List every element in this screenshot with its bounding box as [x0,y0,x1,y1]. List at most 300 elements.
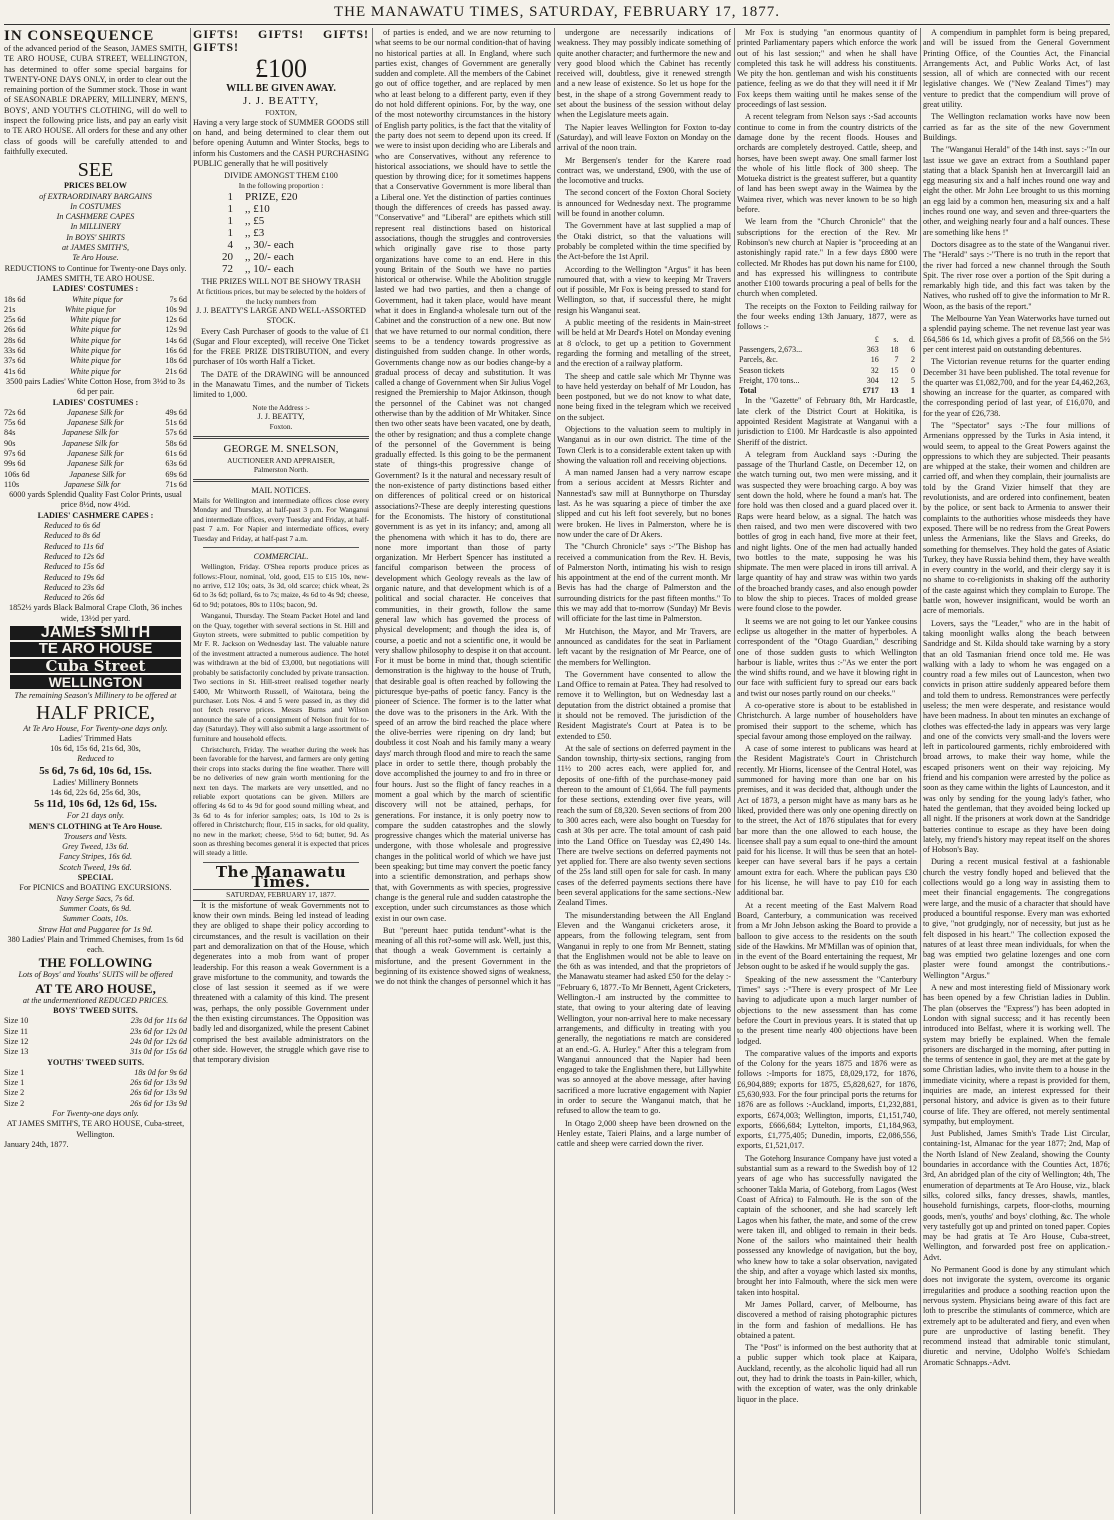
column-rule [734,28,735,1514]
receipts-row [737,345,917,355]
price-row: Reduced to 19s 6d [44,572,105,582]
news-paragraph: In the "Gazette" of February 8th, Mr Hardcastle, late clerk of the District Court at Hokitika, is appointed Resident Magistrate at Wanganui with a jurisdiction to £100. Mr Hardcastle is also appointed Sheriff of the district. [737,396,917,447]
price-row [4,428,187,438]
prize-count: 20 [222,250,233,263]
ad-heading: LADIES' CASHMERE CAPES : [37,510,154,520]
price-row: Reduced to 15s 6d [44,562,105,572]
nameplate: The Manawatu Times. [215,862,347,892]
ad-text: 14s 6d, 22s 6d, 25s 6d, 30s, [50,788,141,797]
price-list [4,408,187,490]
ad-text: Reduced to [77,754,114,764]
dateline: SATURDAY, FEBRUARY 17, 1877. [193,889,369,900]
news-paragraph: It seems we are not going to let our Yankee cousins eclipse us altogether in the matter of hyperboles. A correspondent of the "Otago Guardian," describing one of those sudden gusts to which Wellington harbour is liable, writes thus :-"As we enter the port the wind shifts round, and we have it blowing right in our face with sufficient fury to spread our ears back and twist our noses partly round on our cheeks." [737,616,917,698]
news-paragraph: The Government have consented to allow the Land Office to remain at Patea. They had resolved to remove it to Wellington, but on Wednesday last a deputation from the district obtained a promise that it should not be removed. The jurisdiction of the Resident Magistrate's Court at Patea is to be extended to £50. [557,669,731,741]
receipts-row [737,376,917,386]
receipts-cell: 12 [890,375,899,385]
price-cell: 57s 6d [165,428,187,438]
news-paragraph: A telegram from Auckland says :-During the passage of the Thurland Castle, on December 12, on the watch turning out, two men were missing, and it was suspected they were broaching cargo. A boy was sent down the hold, where he found a man's hat. The fore hold was then closed and a guard placed over it. Raps were heard below, as a signal. The hatch was then raised, and two men were discovered with two bottles of grog in each hand, five more at their feet, and night lights. One of the men had actually handed two bottles to the mate, supposing he was his shipmate. The men were placed in irons till arrival. A large quantity of hay and straw was within two yards of the broached brandy cases, and also enough powder to blow the ship to pieces. Traces of molded grease were found close to the powder. [737,449,917,614]
bargain-item: at JAMES SMITH'S, [61,243,129,253]
prize-row [193,215,369,227]
price-row: Scotch Tweed, 19s 6d. [59,862,132,872]
price-row [4,439,187,449]
ad-text: The remaining Season's Millinery to be offered at [14,691,177,701]
price-cell: Size 12 [4,1036,29,1046]
price-cell: 26s 6d for 13s 9d [130,1088,187,1098]
news-paragraph: The "Spectator" says :-The four millions of Armenians oppressed by the Turks in Asia intend, it would seem, to appeal to the Great Powers against the oppressions to which they are subjected. Their peasants are whipped at the stake, their women and children are carried off, and when they complain, their journalists are told by the Grand Vizier himself that they are revolutionists, and are ordered into confinement, beaten by the police, or sent back to Armenia to answer their complaints to the authorities whose misdeeds they have exposed. There will be no redress from the Great Powers unless the Armenians, like the Slavs and Greeks, do something for themselves. They hold the gates of Asiatic Turkey, they have Russia behind them, they have wealth in every country in the world, and their clergy say it is no shame to co-religionists in shaking off the authority of the caste against which they complain to Europe. The battle won, however insignificant, would be worth an acre of memorials. [923,420,1110,616]
ad-heading: LADIES' COSTUMES : [52,397,139,407]
receipts-cell: 363 [866,344,879,354]
price-cell: 69s 6d [165,469,187,479]
price-cell: 18s 0d for 9s 6d [134,1067,187,1077]
price-cell: 28s 6d [4,335,26,345]
receipts-row [737,366,917,376]
news-paragraph: The Melbourne Yan Yean Waterworks have turned out a splendid paying scheme. The net revenue last year was £64,586 6s 1d, which gives a profit of £8,566 on the 5½ per cent interest paid on outstanding debentures. [923,314,1110,354]
ad-text: Lots of Boys' and Youths' SUITS will be offered [18,970,173,980]
ad-heading: SPECIAL [77,873,114,883]
price-cell: 51s 6d [165,418,187,428]
ad-text: At fictitious prices, but may be selected by the holders of the lucky numbers from [196,287,366,306]
receipts-cell: Total [739,386,757,396]
banner: Cuba Street [10,659,181,673]
banner: JAMES SMITH [10,626,181,640]
price-cell: White pique for [70,325,121,335]
price-cell: 37s 6d [4,356,26,366]
prize-count: 1 [227,190,233,203]
price-cell: White pique for [72,294,124,304]
news-paragraph: The "Wanganui Herald" of the 14th inst. says :-"In our last issue we gave an extract from a Southland paper stating that a black Spanish hen at Invercargill laid an egg measuring six and a half inches round one way and eight the other. Mr John Lee brought to us this morning an egg laid by a common hen, measuring six and a half inches round one way, and seven and three-quarters the other, and weighing nearly four and a half ounces. These are something like hens !" [923,145,1110,237]
price-row [4,325,187,335]
price-cell: 26s 6d for 13s 9d [130,1098,187,1108]
price-row [4,1088,187,1098]
receipts-cell: 32 [870,365,879,375]
leader-text: It is the misfortune of weak Governments not to know their own minds. Being led instead of leading they are obliged to shape their policy according to circumstances, and the result is vacillation on their part and demoralization on that of the House, which degenerates into a mob from want of proper leadership. For this reason a weak Government is a grave misfortune to the community, and towards the close of last session it seemed as if we were threatened with a calamity of this kind. The present was, perhaps, the only possible Government under the then existing circumstances. The Opposition was badly led and disorganized, while the present Cabinet comprised the best available administrators on the other side. However, the struggle which gave rise to that temporary division [193,900,369,1065]
ad-text: For 21 days only. [66,811,125,821]
prize-row [193,227,369,239]
receipts-row [737,386,917,396]
ad-prices: 5s 11d, 10s 6d, 12s 6d, 15s. [34,798,157,811]
receipts-cell: s. [893,334,899,344]
bargain-item: In CASHMERE CAPES [56,212,135,222]
ad-heading: BOYS' TWEED SUITS. [53,1006,138,1016]
ad-heading: WILL BE GIVEN AWAY. [226,83,336,94]
price-row [4,367,187,377]
price-list [4,894,187,935]
price-cell: White pique for [70,346,121,356]
column-6-news [923,28,1110,1514]
price-cell: 21s 6d [165,366,187,376]
price-row: Reduced to 12s 6d [44,551,105,561]
news-paragraph: A recent telegram from Nelson says :-Sad accounts continue to come in from the country districts of the damage done by the recent floods. Houses and orchards are completely destroyed. Cattle, sheep, and horses, have been swept away. One small farmer lost the whole of his little flock of 300 sheep. The Motueka district is the greatest sufferer, but a quantity of land has been swept away in the Waimea by the Waimea river, which was never known to be so high before. [737,112,917,215]
ad-text: DIVIDE AMONGST THEM £100 [224,171,338,181]
news-paragraph: The comparative values of the imports and exports of the Colony for the years 1875 and 1876 were as follows :-Imports for 1875, £8,029,172, for 1876, £6,904,889; exports for 1875, £5,828,627, for 1876, £5,630,933. For the four principal ports the returns for 1876 are as follows :-Auckland, imports, £1,232,881, exports, £674,003; Wellington, imports, £1,151,740, exports, £666,684; Lyttelton, imports, £1,184,963, exports, £1,775,405; Dunedin, imports, £2,086,556, exports, £1,521,017. [737,1048,917,1151]
price-row: Summer Coats, 10s. [62,914,129,924]
receipts-cell: Parcels, &c. [739,355,778,365]
receipts-cell: d. [909,334,915,344]
price-cell: White pique for [70,315,121,325]
ad-text: 380 Ladies' Plain and Trimmed Chemises, from 1s 6d each. [7,934,184,955]
prize-value: ,, 20/- each [245,250,294,263]
news-paragraph: In Otago 2,000 sheep have been drowned on the Henley estate, Taieri Plains, and a large number of cattle and sheep were carried down the river. [557,1118,731,1149]
price-row [4,418,187,428]
price-list [4,1068,187,1109]
banner: WELLINGTON [10,675,181,689]
ad-text: Note the Address :- [252,402,310,412]
ad-name: J. J. BEATTY, [242,95,320,108]
bargain-item: In MILLINERY [70,222,121,232]
prize-row [193,263,369,275]
ad-text: Every Cash Purchaser of goods to the value of £1 (Sugar and Flour excepted), will receive One Ticket for the FREE PRIZE DISTRIBUTION, and every purchaser of 10s worth Half a Ticket. [193,326,369,367]
price-cell: Size 13 [4,1047,29,1057]
ad-address: JAMES SMITH, TE ARO HOUSE. [36,273,155,283]
price-row: Straw Hat and Puggaree for 1s 9d. [38,924,153,934]
ad-text: 1852½ yards Black Balmoral Crape Cloth, 36 inches wide, 13½d per yard. [8,603,183,623]
price-cell: Japanese Silk for [62,428,119,438]
mail-text: Mails for Wellington and intermediate offices close every Monday and Thursday, at half-past 3 p.m. For Wanganui and intermediate offices, every Tuesday and Friday, at half-past 7 a.m. For Napier and intermediate offices, every Tuesday and Friday, at half-past 7 a.m. [193,495,369,543]
news-paragraph: We learn from the "Church Chronicle" that the subscriptions for the erection of the Rev. Mr Robinson's new church at Napier is "proceeding at an astonishingly rapid rate." In a few days £800 were collected. Mr Rhodes has put down his name for £100, and has expressed his willingness to contribute another £100 towards procuring a peal of bells for the church when completed. [737,217,917,299]
news-paragraph: Lovers, says the "Leader," who are in the habit of taking moonlight walks along the beach between Sandridge and St. Kilda should take warning by a story that an old Tasmanian friend once told me. He was walking with a lady to whom he was engaged on a country road a few miles out of Launceston, when two convicts in prison attire suddenly appeared before them and told them to undress. Remonstrances were perfectly useless; the men were desperate, and resistance would have been madness. In about ten minutes an exchange of clothes was effected-the lady in appears was very large and one of the convicts very small-and the lovers were left in particoloured garments, richly embroidered with broad arrows, to make their way home, while the escaped prisoners went on their way rejoicing. My friend and his companion were arrested by the police as soon as they came within the lights of Launceston, and it was only by sending for the young lady's father, who hated the gentleman, that they avoided being locked up all night. If the prisoners at work down at the Sandridge batteries continue to escape as they have been doing lately, my friend's history may repeat itself on the shores of Hobson's Bay. [923,618,1110,855]
ad-name: J. J. BEATTY, [257,412,305,422]
receipts-row [737,335,917,345]
ad-text: AUCTIONEER AND APPRAISER, [227,455,335,465]
price-row [4,1068,187,1078]
price-cell: 12s 6d [165,315,187,325]
price-row [4,480,187,490]
commercial-text: Wanganui, Thursday. The Steam Packet Hotel and land on the Quay, together with several sections in St. Hill and Guyton streets, were submitted to public competition by Mr F. R. Jackson on Wednesday last. The valuable nature of the investment attracted a numerous audience. The hotel was withdrawn at the bid of £3,000, but negotiations will probably be satisfactorily concluded by private transaction. Two sections in St. Hill-street realised together nearly £400, Mr Whitworth Russell, of Waitotara, being the purchaser. Lots Nos. 4 and 5 were passed in, as they did not fetch reserve prices. Messrs Burns and Wilson announce the sale of a consignment of Nelson fruit for to-day (Saturday). They will also submit a large assortment of furniture and household effects. [193,611,369,743]
prize-row [193,203,369,215]
price-cell: 16s 6d [165,346,187,356]
receipts-cell: 16 [870,355,879,365]
price-cell: 41s 6d [4,366,26,376]
column-1-ads [4,28,187,1514]
news-paragraph: Just Published, James Smith's Trade List Circular, containing-1st, Almanac for the year 1877; 2nd, Map of the North Island of New Zealand, showing the County boundaries in accordance with the Counties Act, 1876; 3rd, An abridged plan of the city of Wellington; 4th, The enumeration of departments at Te Aro House, viz., black silks, colored silks, fancy dresses, shawls, mantles, household furnishings, carpets, floor-cloths, mourning goods, men's, youths' and boys' clothing, &c. The whole very tastefully got up and printed on toned paper. Copies may be had gratis at Te Aro House, Cuba-street, Wellington, and forwarded post free on application.-Advt. [923,1129,1110,1262]
ad-heading: THE PRIZES WILL NOT BE SHOWY TRASH [201,276,361,286]
news-paragraph: Mr Bergensen's tender for the Karere road contract was, we understand, £900, with the use of the locomotive and trucks. [557,155,731,186]
price-cell: 110s [4,479,20,489]
news-paragraph: Doctors disagree as to the state of the Wanganui river. The "Herald" says :-"There is no truth in the report that the river had forced a new channel through the South Spit. The river rose over a portion of the Spit during a remarkably high tide, and this fact was taken by the Natives, who rushed off to give the information to Mr R. Woon, as the basis of the report." [923,239,1110,311]
price-cell: 24s 0d for 12s 6d [130,1036,187,1046]
receipts-cell [737,335,848,345]
ad-text: 6000 yards Splendid Quality Fast Color Prints, usual price 8½d, now 4½d. [9,490,182,510]
news-paragraph: A co-operative store is about to be established in Christchurch. A large number of householders have promised their support to the scheme, which has special favour among those employed on the railway. [737,701,917,741]
news-paragraph: The Government have at last supplied a map of the Otaki district, so that the valuations will probably be completed within the time specified by the Act-before the 1st April. [557,221,731,262]
price-cell: 61s 6d [165,448,187,458]
price-cell: 31s 0d for 15s 6d [130,1047,187,1057]
column-4-news [557,28,731,1514]
prize-count: 1 [227,214,233,227]
news-paragraph: A new and most interesting field of Missionary work has been opened by a few Christian ladies in Dublin. The plan (observes the "Express") has been adopted in London with signal success; and it has recently been introduced into Belfast, where it is working well. The system may briefly be explained. When the female prisoners are discharged in the morning, after putting in the terms of sentence in gaol, they are met at the gate by some Christian ladies, who invite them to a house in the immediate vicinity, where a repast is provided for them, inquiries are made, an interest expressed for their personal history, and advice is given as to their future course of life. They are offered, not merely sentimental sympathy, but employment. [923,983,1110,1126]
receipts-cell: £ [874,334,879,344]
prize-value: PRIZE, £20 [245,190,298,203]
receipts-row [737,355,917,365]
news-paragraph: The second concert of the Foxton Choral Society is announced for Wednesday next. The programme will be found in another column. [557,188,731,219]
price-list [4,1016,187,1057]
news-paragraph: The Victorian revenue returns for the quarter ending December 31 have been published. The total revenue for the quarter was £1,082,700, and for the year £4,462,263, showing an increase for the quarter, as compared with the corresponding period of last year, of £16,070, and for the year of £26,738. [923,357,1110,418]
price-cell: White pique for [70,356,121,366]
price-row [4,459,187,469]
bargain-item: In BOYS' SHIRTS [66,232,125,242]
receipts-cell: 1 [911,386,915,396]
price-cell: 33s 6d [4,346,26,356]
news-paragraph: Mr James Pollard, carver, of Melbourne, has discovered a method of raising photographic pictures in the form and fashion of medallions. He has obtained a patent. [737,1299,917,1340]
prize-value: ,, 30/- each [245,238,294,251]
price-cell: 18s 6d [165,356,187,366]
ad-text: REDUCTIONS to Continue for Twenty-one Days only. [4,263,187,273]
ad-text: Having a very large stock of SUMMER GOODS still on hand, and being determined to clear them out before opening Autumn and Winter Stocks, begs to inform his Customers and the CASH PURCHASING PUBLIC generally that he will positively [193,117,369,168]
news-paragraph: Mr Fox is studying "an enormous quantity of printed Parliamentary papers which enforce the work out of his last session;" and when he shall have completed this task he will address his constituents. We pity the hon. gentleman and wish his constituents patience, feeling as we do that they will need it if Mr Fox keeps them waiting until he makes sense of the proceedings of last session. [737,28,917,110]
ad-text: Ladies' Millinery Bonnets [52,777,139,787]
price-row [4,408,187,418]
ad-name: GEORGE M. SNELSON, [223,442,339,455]
news-paragraph: The receipts on the Foxton to Feilding railway for the four weeks ending 13th January, 1877, were as follows :- [737,301,917,332]
price-row [4,470,187,480]
price-cell: 99s 6d [4,459,26,469]
news-paragraph: A man named Jansen had a very narrow escape from a serious accident at Messrs Richter and Nannestad's saw mill at Bunnythorpe on Thursday last. As he was squaring a piece of timber the axe slipped and cut his left foot severely, but no bones were broken. He lives in Palmerston, where he is now under the care of Dr Akers. [557,468,731,539]
ad-text: The DATE of the DRAWING will be announced in the Manawatu Times, and the number of Tickets limited to 1,000. [193,369,369,400]
price-cell: Japanese Silk for [67,459,124,469]
price-cell: Japanese Silk for [64,479,121,489]
ad-signature: AT JAMES SMITH'S, TE ARO HOUSE, Cuba-street, Wellington. [6,1119,185,1139]
ad-heading: YOUTHS' TWEED SUITS. [47,1057,144,1067]
prize-count: 4 [227,238,233,251]
price-cell: 7s 6d [169,294,187,304]
news-paragraph: During a recent musical festival at a fashionable church the vestry fondly hoped and believed that the collections would go a long way in assisting them to meet their financial engagements. The congregations were large, and the music of a character that should have produced a bountiful response. Every man was exhorted to give, "not grudgingly, nor of necessity, but just as he felt disposed in his heart." The collection exposed the natures of at least three mean individuals, for when the bag was emptied two gelatine lozenges and one corn plaster were found amongst the contributions.-Wellington "Argus." [923,857,1110,980]
news-paragraph: The Gotehorg Insurance Company have just voted a substantial sum as a reward to the Swedish boy of 12 years of age who has successfully navigated the schooner Takla Maria, of Goteborg, from Lagos (West Coast of Africa) to Falmouth. He is the son of the captain of the schooner, and she had scarcely left Lagos when his father, the mate, and some of the crew were taken ill, and obliged to remain in their beds. None of the sailors who maintained their health possessed any knowledge of navigation, but the boy, who knew how to take a solar observation, navigated the ship, and after a voyage which lasted six months, brought her into Falmouth, where the sick men were taken into hospital. [737,1153,917,1297]
prize-value: ,, 10/- each [245,262,294,275]
news-items [737,28,917,333]
price-cell: 14s 6d [165,335,187,345]
ad-heading: PRICES BELOW [63,181,127,191]
price-cell: 23s 0d for 11s 6d [130,1016,187,1026]
price-row: Reduced to 6s 6d [44,521,101,531]
news-items [737,396,917,1405]
divider [193,479,369,482]
price-cell: 26s 6d for 13s 9d [130,1078,187,1088]
price-cell: 12s 9d [165,325,187,335]
bargain-list [4,192,187,264]
price-cell: Size 1 [4,1078,25,1088]
divider [203,547,359,548]
bargain-item: Te Aro House. [72,253,119,263]
price-row: Reduced to 8s 6d [44,531,101,541]
ad-heading: J. J. BEATTY'S LARGE AND WELL-ASSORTED STOCK. [196,306,366,326]
price-cell: Size 1 [4,1067,25,1077]
news-paragraph: The Napier leaves Wellington for Foxton to-day (Saturday), and will leave Foxton on Monday on the arrival of the noon train. [557,122,731,153]
price-cell: 23s 6d for 12s 0d [130,1026,187,1036]
ad-heading: HALF PRICE, [36,701,155,724]
section-heading: COMMERCIAL. [253,551,309,561]
bargain-item: of EXTRAORDINARY BARGAINS [39,191,152,201]
price-cell: 63s 6d [165,459,187,469]
price-row [4,336,187,346]
receipts-cell: 6 [911,344,915,354]
news-paragraph: The "Church Chronicle" says :-"The Bishop has received a communication from the Rev. H. Bevis, of Palmerston North, intimating his wish to resign his appointment at the end of the current month. Mr Bevis has had the charge of Palmerston and the surrounding districts for the past fifteen months." To this we may add that to-morrow (Sunday) Mr Bevis will officiate for the last time in Palmerston. [557,542,731,624]
bargain-item: In COSTUMES [70,201,121,211]
receipts-cell: Season tickets [739,365,785,375]
ad-text: For Twenty-one days only. [52,1109,139,1119]
ad-text: In the following proportion : [238,181,324,191]
prize-count: 1 [227,226,233,239]
prize-row [193,251,369,263]
news-paragraph: undergone are necessarily indications of weakness. They may possibly indicate something of quite another character; and furthermore the new and very good blood which the Cabinet has recently received will, doubtless, give it renewed strength and a new lease of existence. So let us hope for the best, in the shape of a strong Government ready to set about the business of the session without delay when the Legislature meets again. [557,28,731,120]
divider [193,436,369,439]
news-paragraph: Mr Hutchison, the Mayor, and Mr Travers, are announced as candidates for the seat in Parliament left vacant by the resignation of Mr Pearce, one of the members for Wellington. [557,626,731,667]
ad-heading: MEN'S CLOTHING at Te Aro House. [28,821,163,831]
column-rule [554,28,555,1514]
section-heading: MAIL NOTICES. [251,485,311,495]
prize-count: 72 [222,262,233,275]
price-cell: 90s [4,438,16,448]
receipts-table [737,335,917,397]
receipts-cell: 5 [911,375,915,385]
price-cell: 72s 6d [4,407,26,417]
news-paragraph: Objections to the valuation seem to multiply in Wanganui as in our own district. The time of the Town Clerk is to a considerable extent taken up with showing the valuation roll and receiving objections. [557,424,731,465]
price-cell: 106s 6d [4,469,30,479]
banner: TE ARO HOUSE [10,642,181,656]
masthead-rule [4,24,1110,25]
column-rule [920,28,921,1514]
ad-heading: IN CONSEQUENCE [4,28,155,44]
price-cell: 18s 6d [4,294,26,304]
news-paragraph: But "pereunt haec putida tendunt"-what is the meaning of all this rot?-some will ask. Well, just this, that though a weak Government is certainly a misfortune, and the present Government in the beginning of its existence showed signs of weakness, we do not think the changes of personnel which it has [375,925,551,987]
news-paragraph: No Permanent Good is done by any stimulant which does not invigorate the system, overcome its organic irregularities and produce a soothing reaction upon the nervous system. Physicians being aware of this fact are loth to prescribe the stimulants of commerce, which are extremely apt to be adulterated and fiery, and even when pure are unproductive of lasting benefit. They recommend instead that admirable tonic stimulant, diuretic and nervine, Udolpho Wolfe's Schiedam Aromatic Schnapps.-Advt. [923,1265,1110,1367]
commercial-text: Christchurch, Friday. The weather during the week has been favorable for the harvest, and farmers are only getting their crops into stacks during the fine weather. There will be no deliveries of new grain worth mentioning for the next ten days. The markets are very unsettled, and no reliable export quotations can be given. Millers are offering 4s 6d to 4s 9d for good sound milling wheat, and 3s 6d to 4s for inferior samples; oats, 1s 10d to 2s is offered in Christchurch; flour, £15 in sacks, for old quality, no new in the market; cheese, 5½d to 6d; butter, 9d. As soon as threshing becomes general it is expected that prices will steady a little. [193,744,369,858]
ad-heading: THE FOLLOWING [38,955,153,971]
ad-text: of the advanced period of the Season, JAMES SMITH, TE ARO HOUSE, CUBA STREET, WELLINGTON, has determined to offer some special bargains for TWENTY-ONE DAYS ONLY, in order to clear out the remaining portion of the Summer stock. Those in want of SEASONABLE DRAPERY, MILLINERY, MEN'S, BOYS', AND YOUTH'S CLOTHING, will do well to inspect the following price lists, and pay an early visit to TE ARO HOUSE. All orders for these and any other class of goods will be carefully attended to and faithfully executed. [4,44,187,156]
ad-heading: LADIES' COSTUMES : [52,284,139,294]
news-paragraph: The "Post" is informed on the best authority that at a public supper which took place at Kaipara, Auckland, recently, as the alcoholic liquid had all run out, they had to drink the toasts in Pain-killer, which, with the exception of water, was the only drinkable liquor in the place. [737,1343,917,1404]
ad-text: At Te Aro House, For Twenty-one days only. [23,723,168,733]
price-cell: 71s 6d [165,479,187,489]
price-row [4,305,187,315]
price-row: Reduced to 11s 6d [44,541,104,551]
price-cell: White pique for [70,366,121,376]
price-row [4,346,187,356]
price-cell: Size 2 [4,1098,25,1108]
prize-value: ,, £3 [245,226,265,239]
ad-text: 3500 pairs Ladies' White Cotton Hose, from 3½d to 3s 6d per pair. [6,376,185,397]
ad-date: January 24th, 1877. [4,1139,69,1149]
column-2 [193,28,369,1514]
news-paragraph: According to the Wellington "Argus" it has been rumoured that, with a view to keeping Mr Travers out if possible, Mr Fox is being pressed to stand for Wellington, so that, if successful there, he might resign his Wanganui seat. [557,264,731,315]
ad-prices: 5s 6d, 7s 6d, 10s 6d, 15s. [39,764,152,777]
news-paragraph: At the sale of sections on deferred payment in the Sandon township, thirty-six sections, ranging from 11½ to 200 acres each, were applied for, and deposits of one-fifth of the purchase-money paid thereon to the amount of £1,664. The full payments for these sections, extending over five years, will reach the sum of £8,320. Seven sections of from 200 to 300 acres each, were also bought on Tuesday for cash at 30s per acre. The total amount of cash paid into the Land Office on Tuesday was £2,490 14s. There are twelve sections on deferred payments not yet applied for. There are also twenty seven sections of the 25s land still open for sale for cash. In many cases of the deferred payments sections there have been several applications for the same sections.-New Zealand Times. [557,743,731,908]
column-rule [190,28,191,1514]
price-list [4,832,187,873]
price-list [4,521,187,603]
receipts-cell: 15 [890,365,899,375]
ad-heading: AT TE ARO HOUSE, [35,980,156,996]
column-5-news [737,28,917,1514]
receipts-cell: 18 [890,344,899,354]
price-row: Grey Tweed, 13s 6d. [62,842,129,852]
price-cell: 58s 6d [165,438,187,448]
price-cell: 75s 6d [4,418,26,428]
price-row: Trousers and Vests. [63,831,128,841]
ad-town: Palmerston North. [253,465,309,475]
price-cell: 84s [4,428,16,438]
price-cell: Size 2 [4,1088,25,1098]
price-cell: 97s 6d [4,448,26,458]
price-cell: Japanese Silk for [67,418,124,428]
price-cell: Japanese Silk for [62,438,119,448]
receipts-cell: Passengers, 2,673... [739,344,803,354]
price-cell: White pique for [64,304,116,314]
price-row [4,1047,187,1057]
price-row [4,449,187,459]
price-row [4,1078,187,1088]
price-cell: Japanese Silk for [67,407,124,417]
prize-value: ,, £5 [245,214,265,227]
price-cell: 21s [4,304,16,314]
prize-list [193,191,369,275]
news-paragraph: A compendium in pamphlet form is being prepared, and will be issued from the General Government Printing Office, of the Counties Act, the Financial Arrangements Act, and Public Works Act, of last session, all of which are connected with our recent legislative changes. We ("New Zealand Times") may venture to predict that the compendium will prove of great utility. [923,28,1110,110]
price-cell: Japanese Silk for [67,448,124,458]
receipts-cell: 304 [866,375,879,385]
receipts-cell: 2 [911,355,915,365]
price-row: Reduced to 26s 6d [44,593,105,603]
price-cell: 10s 9d [165,304,187,314]
receipts-cell: 7 [894,355,899,365]
price-row [4,1027,187,1037]
prize-value: ,, £10 [245,202,270,215]
price-row: Reduced to 23s 6d [44,582,105,592]
ad-town: FOXTON, [265,108,297,118]
news-paragraph: The sheep and cattle sale which Mr Thynne was to have held yesterday on behalf of Mr Loudon, has been postponed, but we do not know to what date, none being fixed in the telegram which we received on the subject. [557,371,731,422]
price-row [4,315,187,325]
ad-text: Ladies' Trimmed Hats [59,733,132,743]
price-cell: Size 10 [4,1016,29,1026]
price-row [4,295,187,305]
price-row [4,1037,187,1047]
ad-amount: £100 [255,54,307,83]
price-row: Summer Coats, 6s 9d. [59,903,132,913]
receipts-cell: 13 [890,386,899,396]
ad-heading: GIFTS! GIFTS! GIFTS! GIFTS! [193,28,369,54]
price-cell: Size 11 [4,1026,29,1036]
news-paragraph: A case of some interest to publicans was heard at the Resident Magistrate's Court in Christchurch recently. Mr Hiorns, licensee of the Central Hotel, was summoned for having more than one bar on his premises, and it was decided that, although under the Act of 1873, a person might have as many bars as he liked, provided there was only one opening directly on to the street, the Act of 1876 stipulates that for every bar more than the one allowed to each house, the licensee shall pay a sum equal to one-third the amount paid for his license. It will thus be seen that an hotel-keeper can have several bars if he pays a certain amount extra for each. Where the publican pays £30 for his license, he will have to pay £10 for each additional bar. [737,744,917,898]
price-row: Navy Serge Sacs, 7s 6d. [56,893,135,903]
masthead: THE MANAWATU TIMES, SATURDAY, FEBRUARY 17, 1877. [333,4,780,20]
receipts-cell: 0 [911,365,915,375]
price-cell: 25s 6d [4,315,26,325]
receipts-cell: £717 [862,386,879,396]
news-paragraph: A public meeting of the residents in Main-street will be held at Mr Deard's Hotel on Monday evening at 8 o'clock, to get up a petition to Government regarding the forming and metalling of the street, and the erection of a railway platform. [557,318,731,369]
price-row [4,1099,187,1109]
price-row [4,1016,187,1026]
news-paragraph: The Wellington reclamation works have now been carried as far as the site of the new Government Buildings. [923,112,1110,142]
news-paragraph: The misunderstanding between the All England Eleven and the Wanganui cricketers arose, it appears, from the following telegram, sent from Wanganui in reply to one from Mr Bennett, stating that the Englishmen would not be able to leave on the 6th as was intended, and that the proprietors of the Manawatu steamer had asked £50 for the delay :-"February 6, 1877.-To Mr Bennett, Agent Cricketers, Wellington.-I am instructed by the committee to state, that owing to your altering date of leaving Wellington, your non-arrival here to make necessary arrangements, and difficulty in treating with you generally, the negotiations re match are considered at an end.-G. A. Hurley." After this a telegram from Wanganui announced that the Napier had been engaged to take the Englishmen there, but Lillywhite was so annoyed at the above message, after having sacrificed a more lucrative engagement with Napier in order to secure the Wanganui match, that he refused to allow the team to go. [557,910,731,1116]
ad-text: For PICNICS and BOATING EXCURSIONS. [19,883,172,893]
price-row [4,356,187,366]
prize-row [193,239,369,251]
ad-heading: SEE [77,159,114,182]
receipts-cell: Freight, 170 tons... [739,375,800,385]
prize-count: 1 [227,202,233,215]
price-row: Fancy Stripes, 16s 6d. [59,852,132,862]
news-paragraph: Speaking of the new assessment the "Canterbury Times" says :-"There is every prospect of Mr Lee having to adjudicate upon a much larger number of objections to the new assessment than has come before the Court in previous years. It is stated that up to the present time nearly 400 objections have been lodged. [737,974,917,1046]
prize-row [193,191,369,203]
column-3-leader [375,28,551,1514]
news-paragraph: At a recent meeting of the East Malvern Road Board, Canterbury, a communication was received from a Mr John Jebson asking the Board to provide a balloon to give access to the residents on the south side of the Hawkins. Mr M'Millan was of opinion that, in the event of the Board entertaining the request, Mr Jebson ought to be asked if he would supply the gas. [737,900,917,972]
ad-town: Foxton. [269,422,293,432]
commercial-text: Wellington, Friday. O'Shea reports produce prices as follows:-Flour, nominal, 'old, good, £15 to £15 10s, new-no arrive, £12 10s; oats, 3s 3d, old scarce; chick wheat, 2s 6d to 3s 6d; pollard, 6s to 7s; maize, 4s 6d to 4s 9d; cheese, 6d to 9d; potatoes, 80s to 110s; bacon, 9d. [193,562,369,609]
ad-text: 10s 6d, 15s 6d, 21s 6d, 30s, [50,744,141,754]
price-cell: 49s 6d [165,407,187,417]
price-cell: 26s 6d [4,325,26,335]
price-list [4,295,187,377]
price-cell: Japanese Silk for [69,469,126,479]
price-cell: White pique for [70,335,121,345]
